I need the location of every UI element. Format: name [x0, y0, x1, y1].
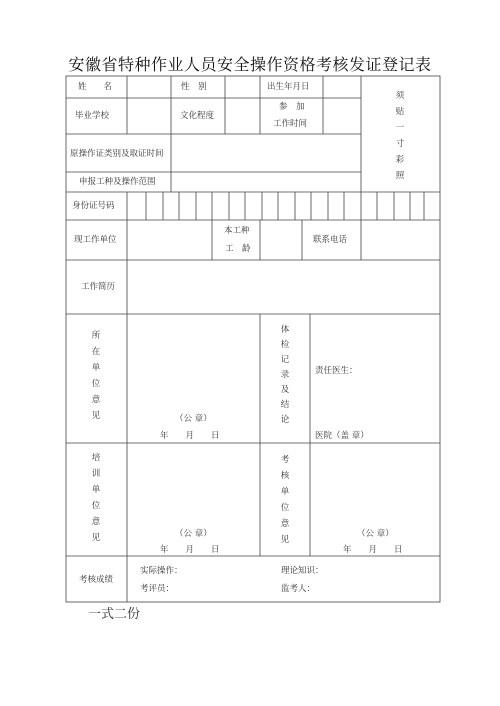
label-proctor: 监考人：: [281, 584, 316, 594]
training-date: 年 月 日: [160, 545, 220, 555]
label-employer: 现工作单位: [74, 235, 117, 245]
label-practical: 实际操作：: [140, 566, 183, 576]
unit-seal: （公 章）: [175, 414, 212, 424]
label-id-number: 身份证号码: [72, 201, 115, 211]
label-gender: 性 别: [181, 82, 207, 92]
label-seniority-1: 本工种: [224, 226, 250, 236]
unit-date: 年 月 日: [160, 431, 220, 441]
label-apply-scope: 申报工种及操作范围: [79, 177, 156, 187]
label-work-start-1: 参 加: [279, 102, 305, 112]
label-seniority-2: 工 龄: [225, 244, 251, 254]
label-education: 文化程度: [180, 111, 215, 121]
copies-note: 一式二份: [88, 607, 141, 622]
exam-date: 年 月 日: [343, 545, 403, 555]
label-evaluator: 考评员：: [140, 584, 175, 594]
label-work-start-2: 工作时间: [273, 119, 308, 129]
training-seal: （公 章）: [175, 529, 212, 539]
label-birth: 出生年月日: [267, 82, 310, 92]
label-photo: 须 贴 一 寸 彩 照: [395, 91, 405, 181]
exam-seal: （公 章）: [357, 529, 394, 539]
label-name: 姓 名: [78, 82, 113, 92]
label-training: 培 训 单 位 意 见: [91, 453, 101, 543]
label-doctor: 责任医生：: [315, 366, 358, 376]
label-orig-cert: 原操作证类别及取证时间: [70, 149, 164, 159]
label-medical: 体 检 记 录 及 结 论: [280, 325, 290, 425]
label-school: 毕业学校: [75, 111, 110, 121]
page-title: 安徽省特种作业人员安全操作资格考核发证登记表: [68, 55, 432, 74]
label-exam-unit: 考 核 单 位 意 见: [280, 455, 290, 545]
label-theory: 理论知识：: [281, 566, 324, 576]
label-unit-opinion: 所 在 单 位 意 见: [91, 331, 101, 421]
label-resume: 工作简历: [81, 282, 116, 292]
label-hospital: 医院（盖 章）: [315, 431, 369, 441]
label-phone: 联系电话: [313, 235, 348, 245]
label-result: 考核成绩: [79, 575, 114, 585]
